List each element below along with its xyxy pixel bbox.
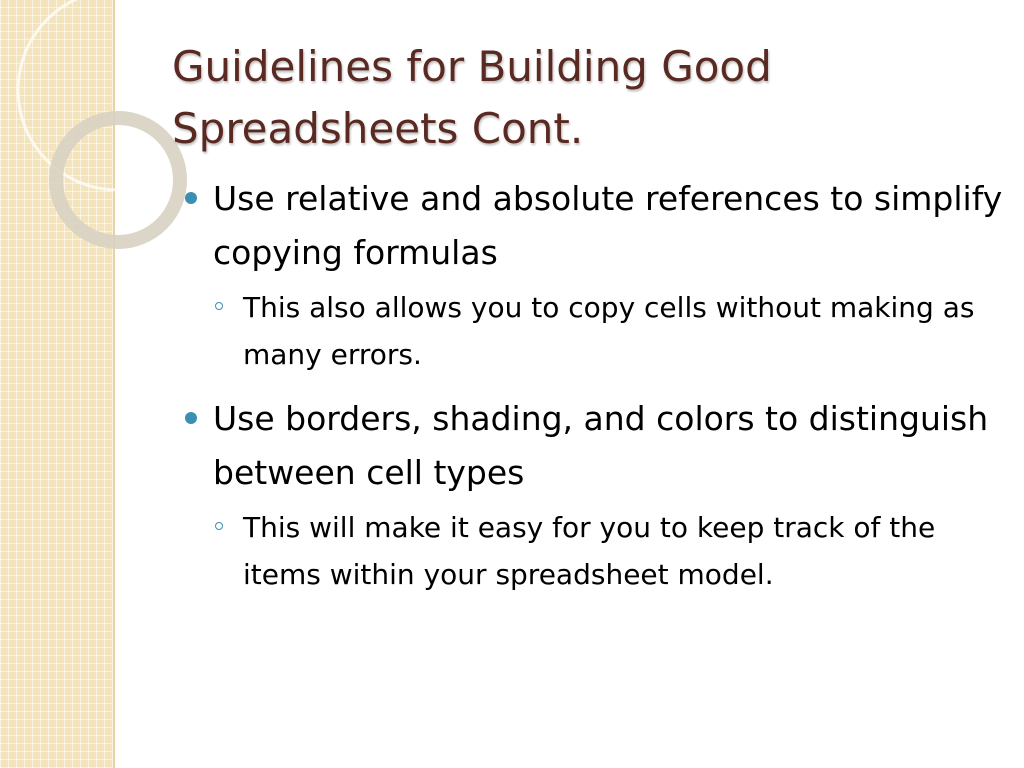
sub-bullet-item-1-text: This also allows you to copy cells without making as many errors. [243,291,975,371]
bullet-dot-icon [185,192,197,204]
sub-bullet-item-2 [215,504,1003,598]
decorative-rings [0,0,200,300]
sub-bullet-ring-icon [215,522,223,530]
sub-bullet-ring-icon [215,302,223,310]
sub-bullet-item-2-text: This will make it easy for you to keep track of the items within your spreadsheet model. [243,511,936,591]
slide-content [183,172,1003,612]
slide-title-line-1: Guidelines for Building Good [172,42,772,91]
bullet-item-2 [183,392,1003,500]
bullet-dot-icon [185,412,197,424]
bullet-item-1 [183,172,1003,280]
sub-bullet-item-1 [215,284,1003,378]
slide-title-line-2: Spreadsheets Cont. [172,104,584,153]
bullet-item-1-text: Use relative and absolute references to simplify copying formulas [213,179,1003,272]
bullet-item-2-text: Use borders, shading, and colors to distinguish between cell types [213,399,989,492]
slide-title [172,36,992,160]
